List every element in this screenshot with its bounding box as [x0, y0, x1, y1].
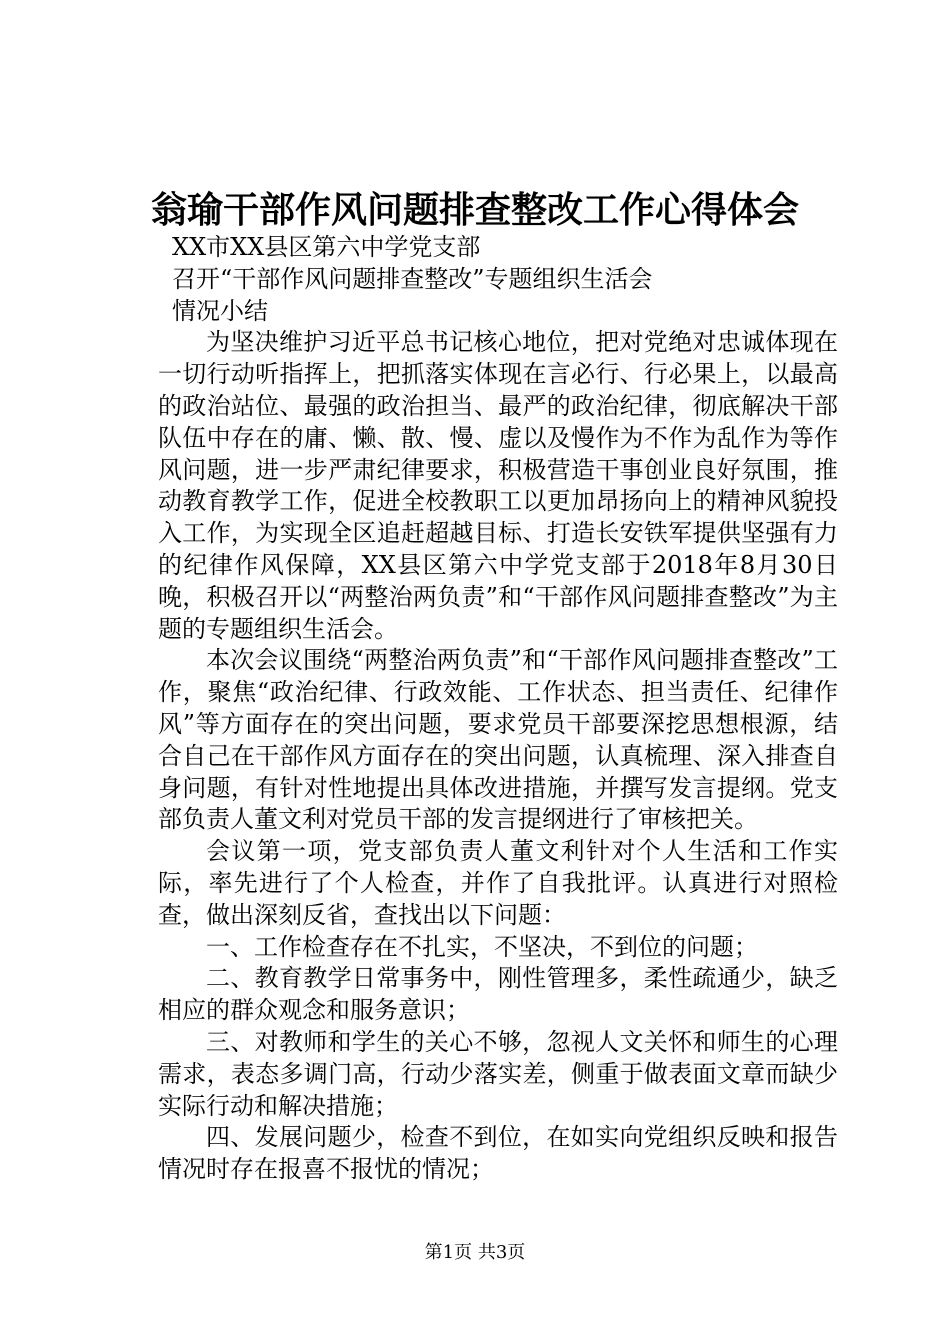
paragraph: 为坚决维护习近平总书记核心地位，把对党绝对忠诚体现在一切行动听指挥上，把抓落实体现在言必行、行必果上，以最高的政治站位、最强的政治担当、最严的政治纪律，彻底解决干部队伍中存在的庸、懒、散、慢、虚以及慢作为不作为乱作为等作风问题，进一步严肃纪律要求，积极营造干事创业良好氛围，推动教育教学工作，促进全校教职工以更加昂扬向上的精神风貌投入工作，为实现全区追赶超越目标、打造长安铁军提供坚强有力的纪律作风保障，XX县区第六中学党支部于2018年8月30日晚，积极召开以“两整治两负责”和“干部作风问题排查整改”为主题的专题组织生活会。: [158, 328, 838, 643]
list-item-paragraph: 一、工作检查存在不扎实，不坚决，不到位的问题；: [206, 932, 758, 961]
list-item-paragraph: 三、对教师和学生的关心不够，忽视人文关怀和师生的心理需求，表态多调门高，行动少落实差，侧重于做表面文章而缺少实际行动和解决措施；: [158, 1027, 838, 1120]
header-line-meeting: 召开“干部作风问题排查整改”专题组织生活会: [172, 264, 653, 293]
header-line-summary: 情况小结: [172, 296, 268, 325]
document-body: [158, 232, 838, 1186]
document-title: 翁瑜干部作风问题排查整改工作心得体会: [150, 189, 799, 231]
list-item-paragraph: 二、教育教学日常事务中，刚性管理多，柔性疏通少，缺乏相应的群众观念和服务意识；: [158, 964, 838, 1025]
list-item-paragraph: 四、发展问题少，检查不到位，在如实向党组织反映和报告情况时存在报喜不报忧的情况；: [158, 1123, 838, 1184]
paragraph: 本次会议围绕“两整治两负责”和“干部作风问题排查整改”工作，聚焦“政治纪律、行政效能、工作状态、担当责任、纪律作风”等方面存在的突出问题，要求党员干部要深挖思想根源，结合自己在干部作风方面存在的突出问题，认真梳理、深入排查自身问题，有针对性地提出具体改进措施，并撰写发言提纲。党支部负责人董文利对党员干部的发言提纲进行了审核把关。: [158, 646, 838, 834]
paragraph: 会议第一项，党支部负责人董文利针对个人生活和工作实际，率先进行了个人检查，并作了自我批评。认真进行对照检查，做出深刻反省，查找出以下问题：: [158, 837, 838, 929]
page-number-footer: 第1页 共3页: [424, 1242, 526, 1263]
header-line-organization: XX市XX县区第六中学党支部: [172, 233, 481, 261]
